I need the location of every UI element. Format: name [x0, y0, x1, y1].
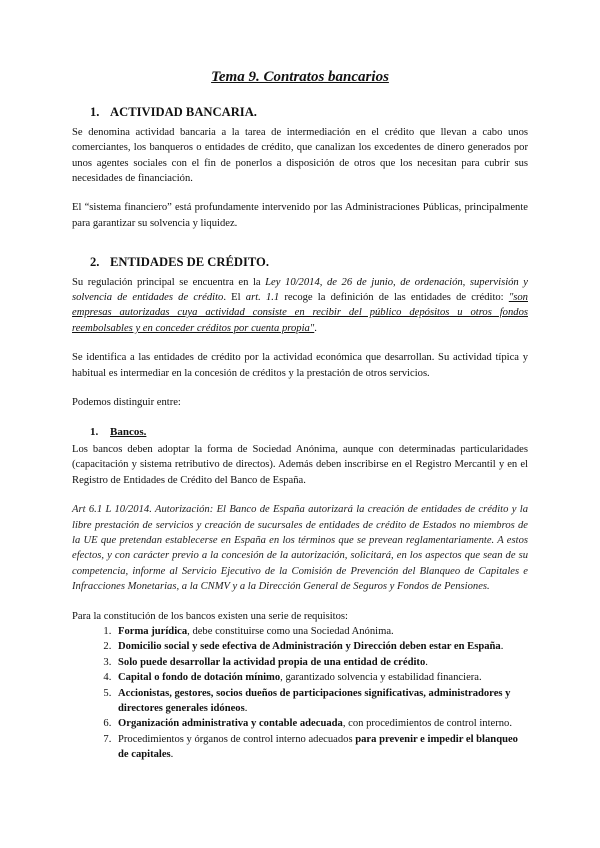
section-number: 2. — [90, 255, 100, 270]
subsection-heading-text: Bancos. — [110, 425, 147, 438]
law-reference: Ley 10/2014, de 26 de junio, de ordenación, supervisión y solvencia de entidades de crédito — [72, 276, 528, 304]
section-heading-text: ENTIDADES DE CRÉDITO. — [110, 255, 269, 270]
paragraph-bancos: Los bancos deben adoptar la forma de Sociedad Anónima, aunque con determinadas particularidades (capacitación y sistema retributivo de directos). Además deben inscribirse en el Registro Mercantil y en el Registro de Entidades de Crédito del Banco de España. — [72, 443, 528, 486]
list-item: 5. Accionistas, gestores, socios dueños de participaciones significativas, administradores y directores generales idóneos. — [114, 686, 528, 717]
list-item: 3. Solo puede desarrollar la actividad propia de una entidad de crédito. — [114, 655, 528, 670]
subsection-heading-bancos — [90, 425, 528, 440]
section-heading-text: ACTIVIDAD BANCARIA. — [110, 105, 257, 120]
text-run: . El — [223, 292, 246, 304]
text-run: Su regulación principal se encuentra en la — [72, 276, 266, 288]
paragraph-sistema-financiero: El “sistema financiero” está profundamente intervenido por las Administraciones Públicas, principalmente para garantizar su solvencia y liquidez. — [72, 202, 528, 229]
list-item: 2. Domicilio social y sede efectiva de Administración y Dirección deben estar en España. — [114, 639, 528, 654]
requirements-list — [72, 624, 528, 763]
document-page — [72, 70, 528, 763]
list-item: 4. Capital o fondo de dotación mínimo, garantizado solvencia y estabilidad financiera. — [114, 670, 528, 685]
paragraph-regulacion — [72, 275, 528, 337]
section-heading-actividad — [90, 105, 528, 120]
list-item: 7. Procedimientos y órganos de control interno adecuados para prevenir e impedir el blanqueo de capitales. — [114, 732, 528, 763]
document-title: Tema 9. Contratos bancarios — [211, 69, 389, 85]
definition-quote: "son empresas autorizadas cuya actividad consiste en recibir del público depósitos u otros fondos reembolsables y en conceder créditos por cuenta propia" — [72, 292, 528, 334]
paragraph-actividad-tipica: Se identifica a las entidades de crédito por la actividad económica que desarrollan. Su actividad típica y habitual es intermediar en la concesión de créditos y la prestación de otros servicios. — [72, 352, 528, 379]
list-item: 1. Forma jurídica, debe constituirse como una Sociedad Anónima. — [114, 624, 528, 639]
section-heading-entidades — [90, 255, 528, 270]
article-reference: art. 1.1 — [245, 292, 280, 304]
list-item: 6. Organización administrativa y contable adecuada, con procedimientos de control interno. — [114, 716, 528, 731]
section-number: 1. — [90, 105, 100, 120]
paragraph-distinguir: Podemos distinguir entre: — [72, 397, 181, 409]
paragraph-requisitos-intro: Para la constitución de los bancos existen una serie de requisitos: — [72, 610, 348, 622]
paragraph-definition: Se denomina actividad bancaria a la tarea de intermediación en el crédito que llevan a cabo unos comerciantes, los banqueros o entidades de crédito, que canalizan los excedentes de dinero generados por unos agentes sociales con el fin de ponerlos a disposición de otros que los necesitan para cubrir sus necesidades de financiación. — [72, 126, 528, 185]
text-run: recoge la definición de las entidades de crédito: — [279, 292, 509, 304]
article-quote: Art 6.1 L 10/2014. Autorización: El Banco de España autorizará la creación de entidades de crédito y la libre prestación de servicios y creación de sucursales de entidades de crédito de Estados no miembros de la UE que pretendan establecerse en España en los términos que se prevean reglamentariamente. A estos efectos, y con carácter previo a la concesión de la autorización, solicitará, en los aspectos que sean de su competencia, informe al Servicio Ejecutivo de la Comisión de Prevención del Blanqueo de Capitales e Infracciones Monetarias, a la CNMV y a la Dirección General de Seguros y Fondos de Pensiones. — [72, 504, 528, 593]
subsection-number: 1. — [90, 425, 99, 438]
text-run: . — [314, 322, 317, 334]
